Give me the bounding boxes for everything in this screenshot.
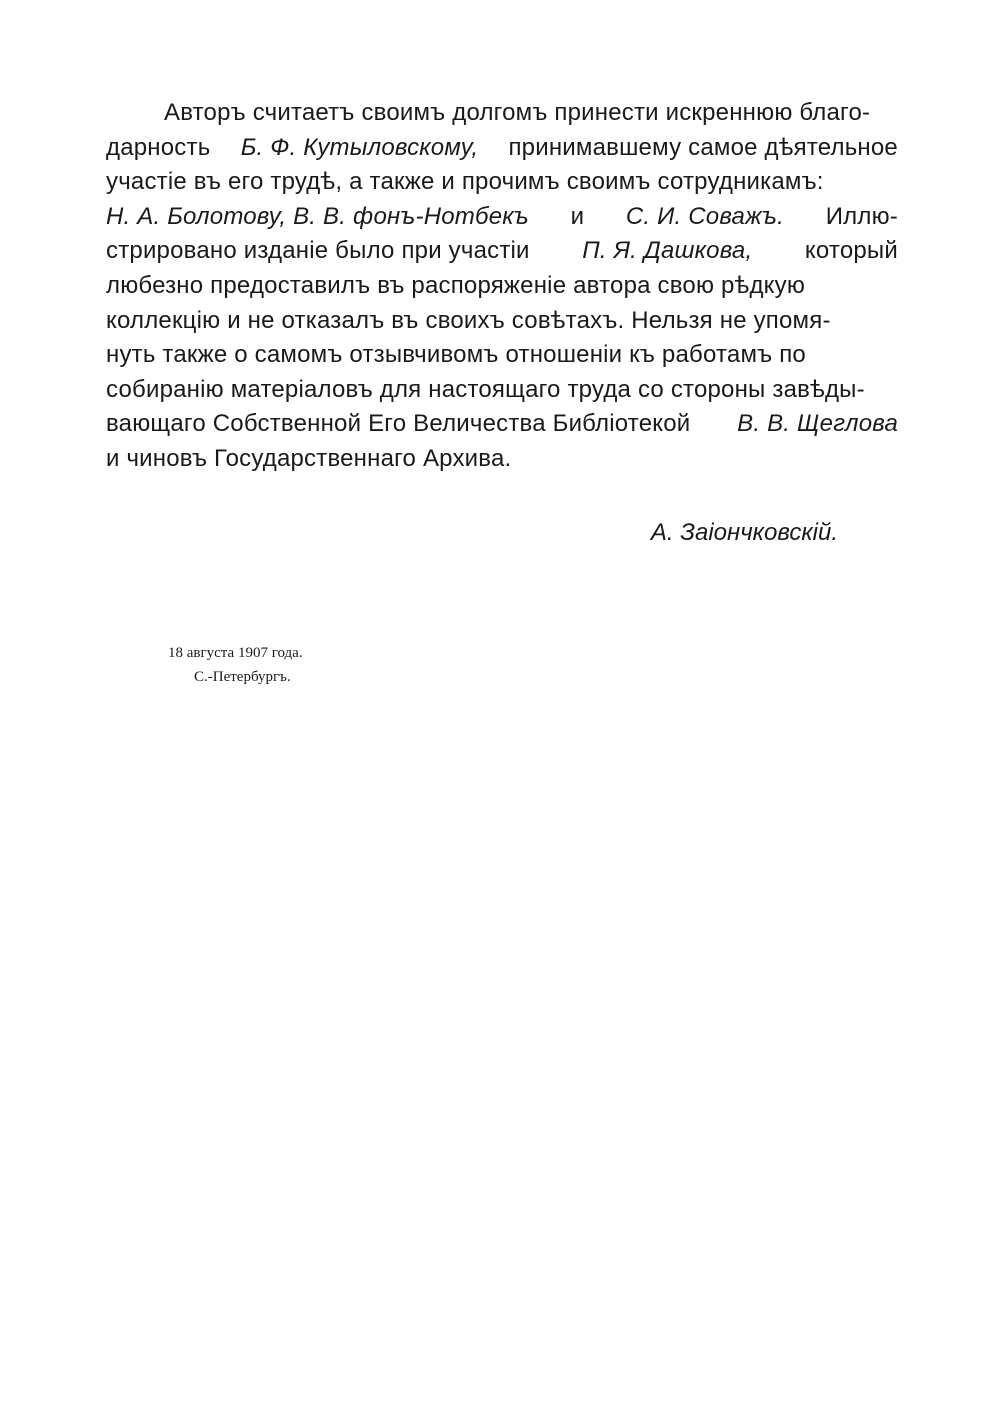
text-segment: собиранію матеріаловъ для настоящаго труда со стороны завѣды- xyxy=(106,375,865,403)
paragraph-line-5 xyxy=(106,234,898,269)
paragraph-line-4 xyxy=(106,200,898,235)
text-segment: Авторъ считаетъ своимъ долгомъ принести искреннюю благо- xyxy=(164,99,871,126)
date-place-block xyxy=(168,641,303,689)
text-segment: любезно предоставилъ въ распоряженіе автора свою рѣдкую xyxy=(106,271,806,299)
person-name-dashkov: П. Я. Дашкова, xyxy=(582,237,753,265)
text-segment: коллекцію и не отказалъ въ своихъ совѣтахъ. Нельзя не упомя- xyxy=(106,306,831,334)
paragraph-line-2 xyxy=(106,131,898,166)
date-line: 18 августа 1907 года. xyxy=(168,645,303,661)
paragraph-line-11 xyxy=(106,442,898,477)
paragraph-line-10 xyxy=(106,407,898,442)
text-segment: дарность xyxy=(106,133,211,161)
person-names-bolotov-notbek: Н. А. Болотову, В. В. фонъ-Нотбекъ xyxy=(106,202,529,230)
text-segment: участіе въ его трудѣ, а также и прочимъ своимъ сотрудникамъ: xyxy=(106,168,824,196)
text-segment: вающаго Собственной Его Величества Библіотекой xyxy=(106,410,691,438)
person-name-kutylovsky: Б. Ф. Кутыловскому, xyxy=(240,133,479,161)
author-signature: А. Заіончковскій. xyxy=(650,519,838,546)
text-segment: и xyxy=(570,202,585,230)
paragraph-line-3 xyxy=(106,165,898,200)
paragraph-line-7 xyxy=(106,304,898,339)
paragraph-line-9 xyxy=(106,373,898,408)
person-name-sovazh: С. И. Соважъ. xyxy=(625,202,785,230)
text-segment: Иллю- xyxy=(825,202,898,230)
text-segment: и чиновъ Государственнаго Архива. xyxy=(106,444,512,472)
paragraph-line-8 xyxy=(106,338,898,373)
text-segment: принимавшему самое дѣятельное xyxy=(508,133,898,161)
text-segment: нуть также о самомъ отзывчивомъ отношеніи къ работамъ по xyxy=(106,341,806,369)
person-name-shcheglov: В. В. Щеглова xyxy=(737,410,898,438)
acknowledgement-paragraph xyxy=(106,96,898,477)
text-segment: который xyxy=(804,237,898,265)
text-segment: стрировано изданіе было при участіи xyxy=(106,237,530,265)
paragraph-line-1 xyxy=(106,96,898,131)
place-line: С.-Петербургъ. xyxy=(194,669,291,685)
paragraph-line-6 xyxy=(106,269,898,304)
